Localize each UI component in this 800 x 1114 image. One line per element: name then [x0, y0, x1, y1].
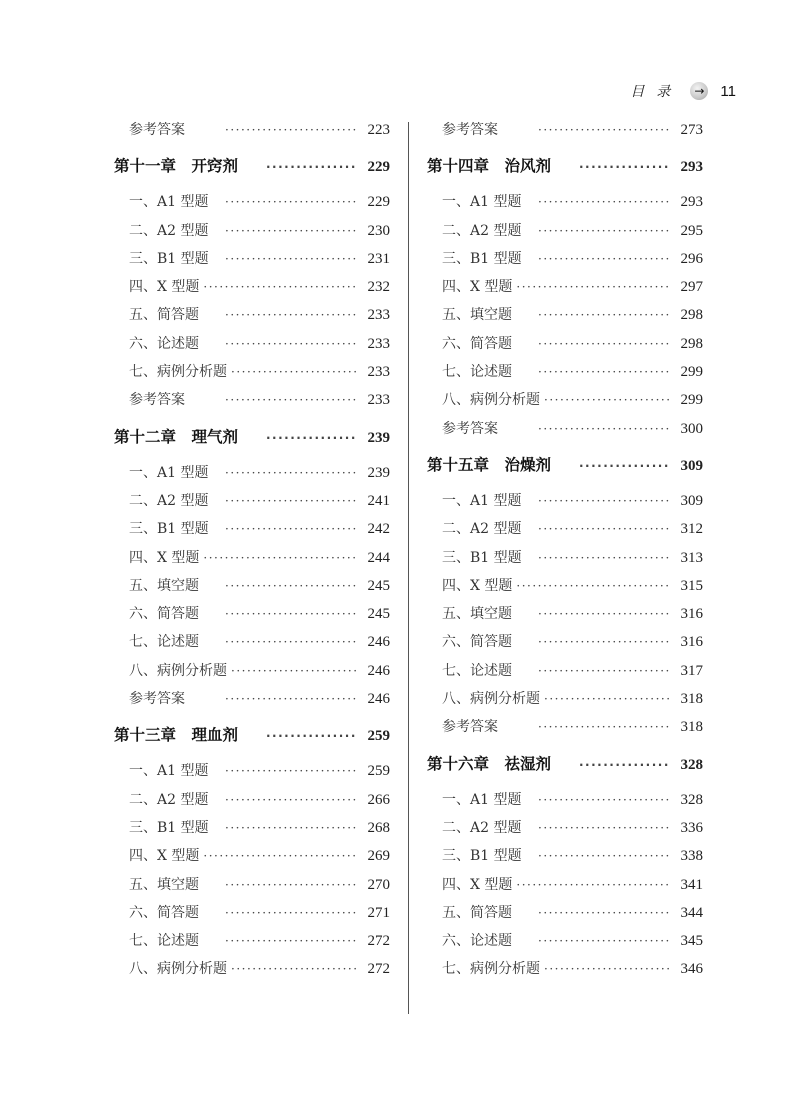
toc-entry-page: 328 — [680, 756, 703, 773]
toc-chapter-entry[interactable] — [114, 415, 390, 459]
dot-leader — [579, 145, 671, 189]
toc-chapter-entry[interactable] — [427, 144, 703, 188]
arrow-right-circle-icon: → — [690, 82, 708, 100]
toc-entry-page: 229 — [367, 194, 390, 211]
toc-entry-label: 参考答案 — [442, 122, 498, 138]
toc-entry[interactable] — [427, 330, 703, 358]
toc-entry[interactable] — [114, 459, 390, 487]
toc-entry-label: 四、X 型题 — [129, 549, 200, 566]
toc-entry-page: 266 — [367, 791, 390, 808]
toc-entry-page: 345 — [680, 933, 703, 950]
dot-leader — [538, 358, 671, 386]
toc-entry[interactable] — [427, 871, 703, 899]
toc-entry[interactable] — [114, 188, 390, 216]
dot-leader — [203, 842, 358, 870]
toc-entry-label: 二、A2 型题 — [129, 222, 209, 239]
toc-entry-page: 309 — [680, 457, 703, 474]
toc-entry-page: 231 — [367, 250, 390, 267]
toc-entry[interactable] — [114, 657, 390, 685]
dot-leader — [516, 273, 671, 301]
dot-leader — [579, 743, 671, 787]
toc-entry[interactable] — [427, 842, 703, 870]
toc-entry-label: 第十三章 理血剂 — [114, 726, 239, 745]
toc-entry-page: 298 — [680, 335, 703, 352]
dot-leader — [203, 544, 358, 572]
dot-leader — [538, 842, 671, 870]
toc-entry[interactable] — [427, 217, 703, 245]
dot-leader — [538, 217, 671, 245]
toc-entry-label: 八、病例分析题 — [442, 691, 540, 708]
toc-entry[interactable] — [114, 814, 390, 842]
toc-entry-label: 一、A1 型题 — [442, 492, 522, 509]
toc-entry-label: 参考答案 — [129, 691, 185, 708]
toc-entry-label: 第十六章 祛湿剂 — [427, 754, 552, 773]
toc-entry[interactable] — [114, 600, 390, 628]
column-divider — [408, 122, 409, 1014]
toc-entry[interactable] — [114, 301, 390, 329]
page-header — [630, 80, 736, 102]
toc-entry-page: 315 — [680, 577, 703, 594]
toc-entry-page: 233 — [367, 364, 390, 381]
toc-entry-label: 二、A2 型题 — [129, 791, 209, 808]
dot-leader — [538, 657, 671, 685]
toc-entry-page: 293 — [680, 159, 703, 176]
toc-entry-label: 六、简答题 — [442, 634, 512, 651]
toc-entry-page: 239 — [367, 464, 390, 481]
toc-entry-page: 271 — [367, 904, 390, 921]
toc-entry[interactable] — [114, 757, 390, 785]
toc-entry[interactable] — [114, 386, 390, 414]
toc-right-column — [427, 116, 703, 984]
dot-leader — [544, 955, 671, 983]
toc-entry[interactable] — [427, 899, 703, 927]
toc-entry[interactable] — [427, 515, 703, 543]
toc-entry-label: 七、论述题 — [129, 933, 199, 950]
toc-entry-label: 三、B1 型题 — [129, 250, 209, 267]
toc-entry-label: 六、简答题 — [129, 606, 199, 623]
toc-entry-label: 八、病例分析题 — [129, 662, 227, 679]
toc-entry[interactable] — [114, 842, 390, 870]
toc-entry-page: 336 — [680, 819, 703, 836]
toc-entry[interactable] — [427, 386, 703, 414]
toc-entry-page: 233 — [367, 307, 390, 324]
toc-entry-page: 268 — [367, 819, 390, 836]
toc-entry-label: 五、填空题 — [442, 606, 512, 623]
toc-entry[interactable] — [114, 786, 390, 814]
toc-entry-page: 270 — [367, 876, 390, 893]
toc-entry-page: 230 — [367, 222, 390, 239]
dot-leader — [538, 814, 671, 842]
toc-entry[interactable] — [114, 273, 390, 301]
dot-leader — [266, 416, 358, 460]
toc-entry-page: 318 — [680, 719, 703, 736]
toc-entry-label: 六、论述题 — [442, 933, 512, 950]
dot-leader — [538, 600, 671, 628]
toc-entry-label: 七、论述题 — [442, 364, 512, 381]
toc-entry[interactable] — [114, 330, 390, 358]
toc-entry-label: 第十四章 治风剂 — [427, 157, 552, 176]
dot-leader — [544, 386, 671, 414]
toc-entry-label: 六、论述题 — [129, 335, 199, 352]
toc-entry-label: 七、论述题 — [129, 634, 199, 651]
toc-entry-page: 272 — [367, 961, 390, 978]
toc-entry[interactable] — [114, 245, 390, 273]
toc-entry-label: 七、病例分析题 — [129, 364, 227, 381]
toc-entry-label: 四、X 型题 — [442, 876, 513, 893]
toc-entry-page: 233 — [367, 335, 390, 352]
toc-entry[interactable] — [427, 188, 703, 216]
dot-leader — [225, 572, 358, 600]
toc-entry[interactable] — [114, 899, 390, 927]
toc-chapter-entry[interactable] — [114, 144, 390, 188]
toc-entry-page: 295 — [680, 222, 703, 239]
toc-entry-page: 300 — [680, 420, 703, 437]
toc-entry-page: 297 — [680, 279, 703, 296]
dot-leader — [225, 927, 358, 955]
toc-entry-label: 一、A1 型题 — [129, 763, 209, 780]
toc-entry-label: 二、A2 型题 — [129, 492, 209, 509]
dot-leader — [225, 116, 358, 144]
toc-entry-label: 四、X 型题 — [442, 279, 513, 296]
dot-leader — [516, 572, 671, 600]
dot-leader — [225, 786, 358, 814]
toc-entry-label: 五、填空题 — [442, 307, 512, 324]
dot-leader — [538, 713, 671, 741]
toc-entry-page: 246 — [367, 662, 390, 679]
dot-leader — [538, 786, 671, 814]
dot-leader — [538, 927, 671, 955]
dot-leader — [225, 685, 358, 713]
toc-entry-page: 245 — [367, 577, 390, 594]
toc-entry-page: 318 — [680, 691, 703, 708]
toc-entry-page: 296 — [680, 250, 703, 267]
toc-entry-label: 参考答案 — [129, 122, 185, 138]
dot-leader — [225, 330, 358, 358]
toc-left-column — [114, 116, 390, 984]
toc-entry-page: 223 — [367, 122, 390, 138]
toc-entry[interactable] — [427, 628, 703, 656]
toc-entry[interactable] — [427, 713, 703, 741]
toc-entry-label: 五、简答题 — [129, 307, 199, 324]
toc-entry[interactable] — [427, 600, 703, 628]
toc-chapter-entry[interactable] — [114, 713, 390, 757]
toc-entry-label: 八、病例分析题 — [442, 392, 540, 409]
toc-entry[interactable] — [427, 814, 703, 842]
toc-entry-label: 五、填空题 — [129, 577, 199, 594]
toc-entry[interactable] — [114, 544, 390, 572]
toc-entry-page: 316 — [680, 634, 703, 651]
dot-leader — [538, 301, 671, 329]
toc-entry-label: 一、A1 型题 — [442, 791, 522, 808]
toc-entry-label: 七、论述题 — [442, 662, 512, 679]
toc-entry-label: 二、A2 型题 — [442, 222, 522, 239]
toc-entry-page: 232 — [367, 279, 390, 296]
toc-entry[interactable] — [114, 116, 390, 144]
toc-entry[interactable] — [114, 572, 390, 600]
dot-leader — [225, 814, 358, 842]
toc-entry[interactable] — [427, 358, 703, 386]
toc-entry[interactable] — [114, 217, 390, 245]
dot-leader — [225, 188, 358, 216]
toc-entry[interactable] — [427, 116, 703, 144]
toc-entry-label: 三、B1 型题 — [442, 549, 522, 566]
toc-entry[interactable] — [427, 301, 703, 329]
dot-leader — [579, 444, 671, 488]
toc-entry[interactable] — [427, 955, 703, 983]
toc-entry-page: 273 — [680, 122, 703, 138]
dot-leader — [538, 899, 671, 927]
toc-entry[interactable] — [427, 572, 703, 600]
toc-entry-label: 二、A2 型题 — [442, 819, 522, 836]
toc-entry-page: 259 — [367, 763, 390, 780]
dot-leader — [516, 871, 671, 899]
toc-entry[interactable] — [427, 415, 703, 443]
dot-leader — [266, 714, 358, 758]
toc-entry-label: 四、X 型题 — [129, 848, 200, 865]
dot-leader — [538, 487, 671, 515]
dot-leader — [538, 628, 671, 656]
toc-entry[interactable] — [114, 927, 390, 955]
toc-entry-page: 341 — [680, 876, 703, 893]
toc-entry-page: 317 — [680, 662, 703, 679]
toc-entry-page: 246 — [367, 691, 390, 708]
toc-entry[interactable] — [114, 515, 390, 543]
toc-entry-label: 一、A1 型题 — [129, 194, 209, 211]
toc-entry-label: 参考答案 — [442, 719, 498, 736]
toc-entry-label: 一、A1 型题 — [442, 194, 522, 211]
dot-leader — [538, 116, 671, 144]
toc-entry-page: 241 — [367, 492, 390, 509]
toc-entry-label: 四、X 型题 — [129, 279, 200, 296]
dot-leader — [538, 188, 671, 216]
toc-entry-page: 244 — [367, 549, 390, 566]
toc-entry[interactable] — [114, 685, 390, 713]
toc-entry-page: 316 — [680, 606, 703, 623]
dot-leader — [538, 544, 671, 572]
toc-entry-label: 三、B1 型题 — [442, 250, 522, 267]
toc-entry-page: 298 — [680, 307, 703, 324]
toc-entry-label: 五、填空题 — [129, 876, 199, 893]
toc-entry-page: 293 — [680, 194, 703, 211]
toc-entry-label: 三、B1 型题 — [129, 521, 209, 538]
toc-entry[interactable] — [427, 786, 703, 814]
dot-leader — [225, 757, 358, 785]
toc-entry-page: 242 — [367, 521, 390, 538]
header-title: 目录 — [630, 84, 683, 100]
toc-entry-page: 338 — [680, 848, 703, 865]
toc-entry[interactable] — [114, 358, 390, 386]
toc-entry-label: 第十一章 开窍剂 — [114, 157, 239, 176]
toc-entry-label: 三、B1 型题 — [129, 819, 209, 836]
dot-leader — [225, 628, 358, 656]
dot-leader — [225, 386, 358, 414]
dot-leader — [538, 415, 671, 443]
toc-entry[interactable] — [427, 544, 703, 572]
toc-entry-page: 312 — [680, 521, 703, 538]
dot-leader — [231, 657, 358, 685]
toc-chapter-entry[interactable] — [427, 742, 703, 786]
toc-entry-page: 233 — [367, 392, 390, 409]
toc-entry-page: 344 — [680, 904, 703, 921]
toc-entry-page: 313 — [680, 549, 703, 566]
dot-leader — [266, 145, 358, 189]
toc-entry-label: 参考答案 — [129, 392, 185, 409]
dot-leader — [225, 600, 358, 628]
toc-entry-page: 245 — [367, 606, 390, 623]
toc-entry-page: 309 — [680, 492, 703, 509]
toc-entry-label: 七、病例分析题 — [442, 961, 540, 978]
toc-entry-label: 六、简答题 — [129, 904, 199, 921]
toc-entry[interactable] — [114, 955, 390, 983]
toc-entry-page: 269 — [367, 848, 390, 865]
toc-entry[interactable] — [427, 685, 703, 713]
toc-entry-label: 五、简答题 — [442, 904, 512, 921]
toc-entry-label: 三、B1 型题 — [442, 848, 522, 865]
dot-leader — [225, 487, 358, 515]
toc-entry-label: 八、病例分析题 — [129, 961, 227, 978]
toc-entry-label: 第十二章 理气剂 — [114, 427, 239, 446]
dot-leader — [225, 245, 358, 273]
dot-leader — [538, 515, 671, 543]
dot-leader — [538, 245, 671, 273]
toc-entry-page: 299 — [680, 364, 703, 381]
toc-entry-label: 四、X 型题 — [442, 577, 513, 594]
toc-entry[interactable] — [114, 871, 390, 899]
dot-leader — [544, 685, 671, 713]
toc-entry[interactable] — [427, 657, 703, 685]
toc-entry-label: 第十五章 治燥剂 — [427, 455, 552, 474]
dot-leader — [225, 217, 358, 245]
dot-leader — [231, 955, 358, 983]
toc-entry-page: 299 — [680, 392, 703, 409]
dot-leader — [225, 459, 358, 487]
toc-entry-label: 六、简答题 — [442, 335, 512, 352]
dot-leader — [231, 358, 358, 386]
toc-entry[interactable] — [114, 628, 390, 656]
toc-entry-label: 二、A2 型题 — [442, 521, 522, 538]
toc-entry-page: 272 — [367, 933, 390, 950]
toc-entry-page: 328 — [680, 791, 703, 808]
toc-entry[interactable] — [427, 245, 703, 273]
dot-leader — [225, 515, 358, 543]
toc-entry[interactable] — [427, 487, 703, 515]
page-number: 11 — [720, 82, 736, 100]
toc-entry[interactable] — [427, 273, 703, 301]
dot-leader — [203, 273, 358, 301]
toc-entry-page: 229 — [367, 159, 390, 176]
toc-entry-page: 239 — [367, 429, 390, 446]
dot-leader — [225, 871, 358, 899]
dot-leader — [225, 301, 358, 329]
toc-entry-page: 246 — [367, 634, 390, 651]
toc-entry-page: 259 — [367, 728, 390, 745]
dot-leader — [538, 330, 671, 358]
toc-entry-page: 346 — [680, 961, 703, 978]
toc-entry[interactable] — [427, 927, 703, 955]
toc-chapter-entry[interactable] — [427, 443, 703, 487]
toc-entry-label: 参考答案 — [442, 420, 498, 437]
toc-entry[interactable] — [114, 487, 390, 515]
dot-leader — [225, 899, 358, 927]
toc-entry-label: 一、A1 型题 — [129, 464, 209, 481]
